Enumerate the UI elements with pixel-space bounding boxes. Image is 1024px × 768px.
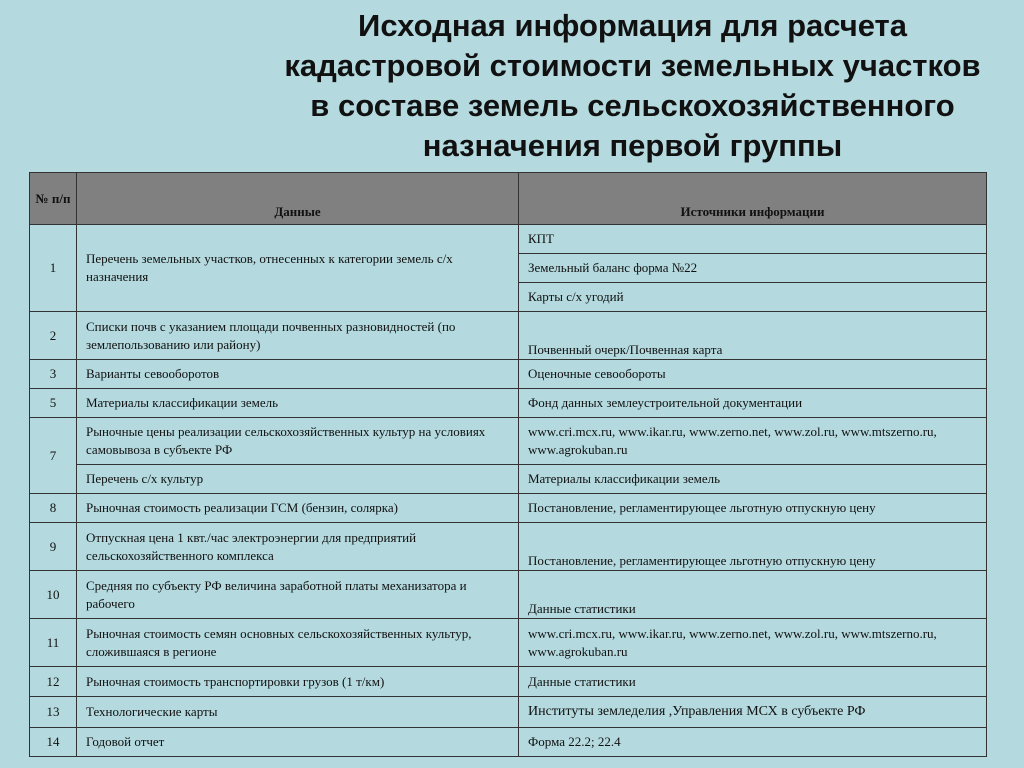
row-source: Оценочные севообороты <box>519 360 987 389</box>
row-source: www.cri.mcx.ru, www.ikar.ru, www.zerno.net, www.zol.ru, www.mtszerno.ru, www.agrokuban.ru <box>519 418 987 465</box>
table-row <box>30 494 987 523</box>
row-number: 2 <box>30 312 77 360</box>
row-number: 10 <box>30 571 77 619</box>
table-row <box>30 619 987 667</box>
row-number: 11 <box>30 619 77 667</box>
row-source: Постановление, регламентирующее льготную отпускную цену <box>519 494 987 523</box>
table-row <box>30 312 987 360</box>
row-source: Карты с/х угодий <box>519 283 987 312</box>
table-header-row <box>30 173 987 225</box>
row-data: Технологические карты <box>77 697 519 728</box>
row-number: 9 <box>30 523 77 571</box>
row-data: Рыночная стоимость реализации ГСМ (бензин, солярка) <box>77 494 519 523</box>
header-data: Данные <box>77 173 519 225</box>
table-row <box>30 728 987 757</box>
row-number: 14 <box>30 728 77 757</box>
row-source: www.cri.mcx.ru, www.ikar.ru, www.zerno.net, www.zol.ru, www.mtszerno.ru, www.agrokuban.ru <box>519 619 987 667</box>
row-data: Годовой отчет <box>77 728 519 757</box>
row-source: Данные статистики <box>519 571 987 619</box>
title-line: назначения первой группы <box>422 128 843 163</box>
row-number: 7 <box>30 418 77 494</box>
row-data: Списки почв с указанием площади почвенных разновидностей (по землепользованию или району) <box>77 312 519 360</box>
row-source: Данные статистики <box>519 667 987 697</box>
title-line: Исходная информация для расчета <box>358 8 907 43</box>
row-data: Рыночная стоимость семян основных сельскохозяйственных культур, сложившаяся в регионе <box>77 619 519 667</box>
table-row <box>30 389 987 418</box>
table-row <box>30 225 987 254</box>
row-number: 12 <box>30 667 77 697</box>
table-row <box>30 697 987 728</box>
table-row <box>30 667 987 697</box>
row-number: 5 <box>30 389 77 418</box>
row-number: 1 <box>30 225 77 312</box>
row-source: Почвенный очерк/Почвенная карта <box>519 312 987 360</box>
row-data: Перечень с/х культур <box>77 465 519 494</box>
row-data: Рыночные цены реализации сельскохозяйственных культур на условиях самовывоза в субъекте РФ <box>77 418 519 465</box>
row-number: 3 <box>30 360 77 389</box>
slide-title <box>240 6 1024 166</box>
row-data: Рыночная стоимость транспортировки грузов (1 т/км) <box>77 667 519 697</box>
header-sources: Источники информации <box>519 173 987 225</box>
table-row <box>30 360 987 389</box>
row-source: Институты земледелия ,Управления МСХ в субъекте РФ <box>519 697 987 728</box>
row-number: 13 <box>30 697 77 728</box>
row-source: Постановление, регламентирующее льготную отпускную цену <box>519 523 987 571</box>
row-source: Форма 22.2; 22.4 <box>519 728 987 757</box>
table-row <box>30 571 987 619</box>
title-line: в составе земель сельскохозяйственного <box>310 88 955 123</box>
title-line: кадастровой стоимости земельных участков <box>284 48 981 83</box>
row-data: Перечень земельных участков, отнесенных к категории земель с/х назначения <box>77 225 519 312</box>
row-number: 8 <box>30 494 77 523</box>
row-data: Варианты севооборотов <box>77 360 519 389</box>
row-source: Фонд данных землеустроительной документации <box>519 389 987 418</box>
header-num: № п/п <box>30 173 77 225</box>
row-source: КПТ <box>519 225 987 254</box>
table-row <box>30 523 987 571</box>
row-data: Средняя по субъекту РФ величина заработной платы механизатора и рабочего <box>77 571 519 619</box>
table-row <box>30 465 987 494</box>
row-data: Материалы классификации земель <box>77 389 519 418</box>
row-source: Земельный баланс форма №22 <box>519 254 987 283</box>
row-data: Отпускная цена 1 квт./час электроэнергии для предприятий сельскохозяйственного комплекса <box>77 523 519 571</box>
table-row <box>30 418 987 465</box>
row-source: Материалы классификации земель <box>519 465 987 494</box>
source-info-table <box>29 172 987 757</box>
